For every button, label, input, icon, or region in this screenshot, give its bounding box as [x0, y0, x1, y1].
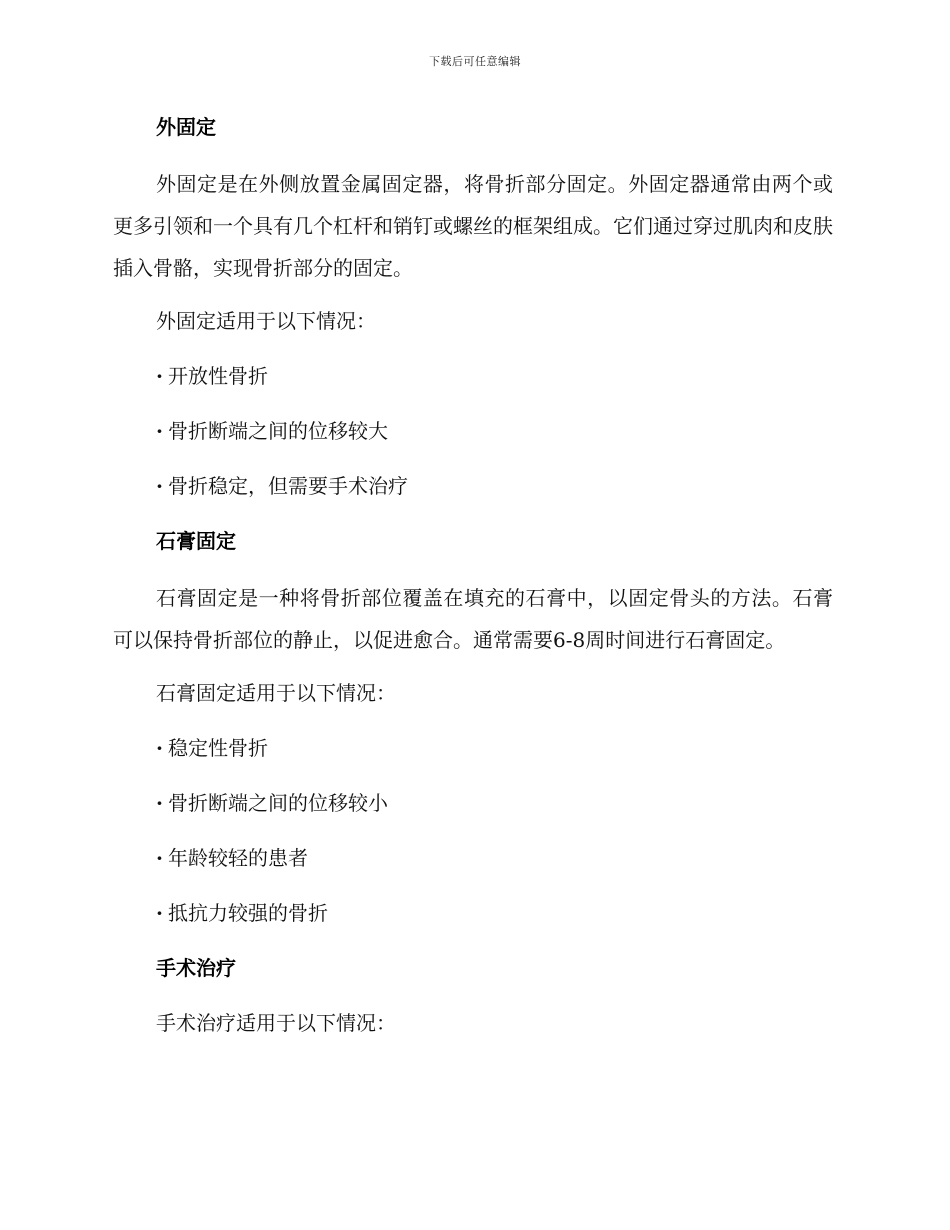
bullet-icon: · [156, 791, 163, 815]
document-content [113, 108, 833, 1059]
bullet-icon: · [156, 474, 163, 498]
bullet-icon: · [156, 846, 163, 870]
list-item-text: 开放性骨折 [168, 364, 268, 388]
list-item-text: 年龄较轻的患者 [168, 846, 308, 870]
section-paragraph-external-fixation: 外固定是在外侧放置金属固定器，将骨折部分固定。外固定器通常由两个或更多引领和一个具有几个杠杆和销钉或螺丝的框架组成。它们通过穿过肌肉和皮肤插入骨骼，实现骨折部分的固定。 [113, 172, 833, 280]
list-item [113, 467, 833, 505]
header-note: 下载后可任意编辑 [429, 55, 521, 68]
list-item [113, 729, 833, 767]
list-item [113, 839, 833, 877]
list-item-text: 稳定性骨折 [168, 736, 268, 760]
list-item-text: 抵抗力较强的骨折 [168, 901, 328, 925]
section-heading-surgery: 手术治疗 [156, 956, 236, 980]
list-item-text: 骨折断端之间的位移较大 [168, 419, 388, 443]
list-item [113, 784, 833, 822]
list-item-text: 骨折稳定，但需要手术治疗 [168, 474, 408, 498]
list-item [113, 412, 833, 450]
bullet-icon: · [156, 364, 163, 388]
section-heading-plaster-fixation: 石膏固定 [156, 529, 236, 553]
section-intro-plaster-fixation: 石膏固定适用于以下情况： [156, 681, 396, 705]
bullet-icon: · [156, 736, 163, 760]
section-paragraph-plaster-fixation: 石膏固定是一种将骨折部位覆盖在填充的石膏中，以固定骨头的方法。石膏可以保持骨折部位的静止，以促进愈合。通常需要6-8周时间进行石膏固定。 [113, 586, 833, 652]
section-intro-surgery: 手术治疗适用于以下情况： [156, 1011, 396, 1035]
section-heading-external-fixation: 外固定 [156, 115, 216, 139]
list-item [113, 357, 833, 395]
list-item-text: 骨折断端之间的位移较小 [168, 791, 388, 815]
list-item [113, 894, 833, 932]
bullet-icon: · [156, 419, 163, 443]
section-intro-external-fixation: 外固定适用于以下情况： [156, 309, 376, 333]
bullet-icon: · [156, 901, 163, 925]
